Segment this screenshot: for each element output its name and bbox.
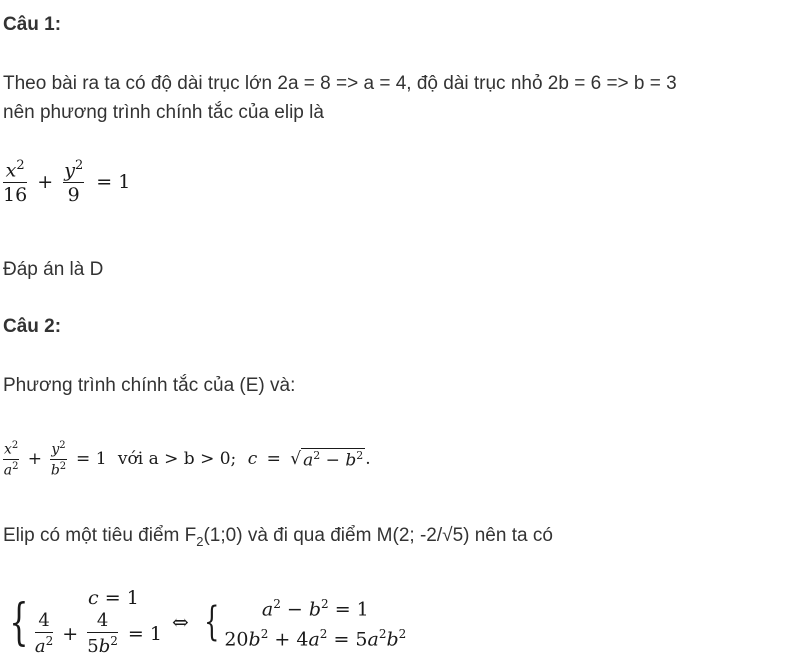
left-system-line2: $\frac{4}{a^2}$ + $\frac{4}{5b^2}$ = 1 [34, 610, 162, 657]
q2-text-line1: Phương trình chính tắc của (E) và: [3, 375, 296, 396]
left-system [35, 586, 162, 657]
q1-ellipse-equation: $\frac{x^2}{16}$ + $\frac{y^2}{9}$ = 1 [3, 158, 131, 207]
q1-frac-y: $\frac{y^2}{9}$ [64, 158, 84, 207]
q2-frac-y: $\frac{y^2}{b^2}$ [50, 440, 67, 479]
left-system-line1: c = 1 [88, 587, 139, 609]
right-system [224, 592, 406, 651]
q2-heading: Câu 2: [3, 316, 62, 337]
left-brace: { [9, 592, 29, 651]
right-system-line2: $20b^2 + 4a^2 = 5a^2b^2$ [224, 626, 407, 650]
q1-heading: Câu 1: [3, 14, 62, 35]
q2-sqrt-radicand: $a^2 - b^2$ [303, 448, 364, 471]
q2-frac-x: $\frac{x^2}{a^2}$ [3, 440, 19, 479]
q2-text-line2: Elip có một tiêu điểm $F_2(1;0)$ và đi qua điểm M(2; -2/√5) nên ta có [3, 525, 553, 549]
iff-symbol: ⇔ [172, 609, 189, 634]
q1-answer: Đáp án là D [3, 259, 104, 280]
q2-system-equations [3, 586, 406, 657]
q2-canonical-equation: $\frac{x^2}{a^2}$ + $\frac{y^2}{b^2}$ = 1 với a > b > 0; c = √ $a^2 - b^2$ . [3, 440, 371, 479]
q1-text-line2: nên phương trình chính tắc của elip là [3, 102, 324, 123]
right-system-line1: $a^2 - b^2 = 1$ [261, 597, 369, 621]
right-brace: { [203, 598, 220, 645]
q1-text-line1: Theo bài ra ta có độ dài trục lớn 2a = 8 => a = 4, độ dài trục nhỏ 2b = 6 => b = 3 [3, 73, 677, 94]
q1-frac-x: $\frac{x^2}{16}$ [3, 158, 28, 207]
